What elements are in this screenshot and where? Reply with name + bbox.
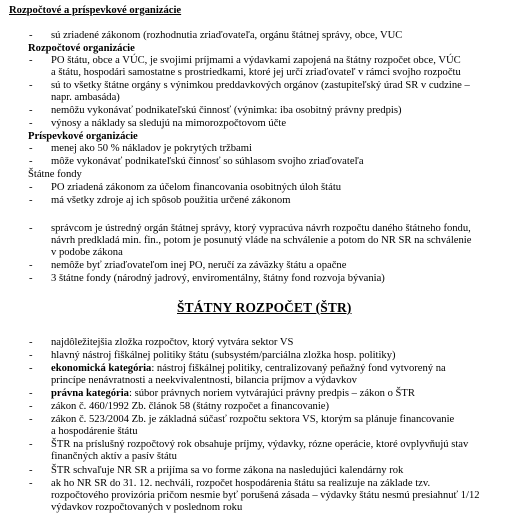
- bullet-dash: -: [29, 388, 33, 399]
- bullet-dash: -: [29, 478, 33, 489]
- bullet-dash: -: [29, 401, 33, 412]
- term-ekonomicka: ekonomická kategória: [51, 363, 152, 374]
- list-item-line: sú to všetky štátne orgány s výnimkou preddavkových orgánov (zastupiteľský úrad SR v cudzine –: [51, 80, 470, 91]
- bullet-dash: -: [29, 182, 33, 193]
- bullet-dash: -: [29, 55, 33, 66]
- bullet-dash: -: [29, 195, 33, 206]
- list-item-line: finančných aktív a pasív štátu: [51, 451, 177, 462]
- list-item-line: nemôžu vykonávať podnikateľskú činnosť (výnimka: iba osobitný právny predpis): [51, 105, 402, 116]
- bullet-dash: -: [29, 223, 33, 234]
- list-item-line: ŠTR schvaľuje NR SR a prijíma sa vo forme zákona na nasledujúci kalendárny rok: [51, 465, 404, 476]
- list-item-line: najdôležitejšia zložka rozpočtov, ktorý vytvára sektor VS: [51, 337, 294, 348]
- list-item-line: PO štátu, obce a VÚC, je svojimi príjmami a výdavkami zapojená na štátny rozpočet obce, VÚC: [51, 55, 461, 66]
- subheading-statne-fondy: Štátne fondy: [28, 169, 82, 180]
- list-item-line: PO zriadená zákonom za účelom financovania osobitných úloh štátu: [51, 182, 342, 193]
- list-item-line: menej ako 50 % nákladov je pokrytých tržbami: [51, 143, 252, 154]
- list-item-line: nemôže byť zriaďovateľom inej PO, neručí za záväzky štátu a opačne: [51, 260, 347, 271]
- bullet-dash: -: [29, 105, 33, 116]
- list-item-line: princípe nenávratnosti a neekvivalentnosti, bilancia príjmov a výdavkov: [51, 375, 357, 386]
- bullet-dash: -: [29, 337, 33, 348]
- bullet-dash: -: [29, 439, 33, 450]
- list-item-line: napr. ambasáda): [51, 92, 120, 103]
- bullet-dash: -: [29, 30, 33, 41]
- subheading-rozpoctove: Rozpočtové organizácie: [28, 43, 135, 54]
- bullet-dash: -: [29, 363, 33, 374]
- list-item-line: [51, 388, 415, 400]
- list-item-line: v podobe zákona: [51, 247, 123, 258]
- intro-text: sú zriadené zákonom (rozhodnutia zriaďovateľa, orgánu štátnej správy, obce, VUC: [51, 30, 403, 41]
- list-item-line: zákon č. 523/2004 Zb. je základná súčasť rozpočtu sektora VS, ktorým sa plánuje financovanie: [51, 414, 455, 425]
- list-item-line: a hospodárenie štátu: [51, 426, 138, 437]
- bullet-dash: -: [29, 414, 33, 425]
- list-item-line: hlavný nástroj fiškálnej politiky štátu (subsystém/parciálna zložka hosp. politiky): [51, 350, 396, 361]
- bullet-dash: -: [29, 143, 33, 154]
- list-item-line: má všetky zdroje aj ich spôsob použitia určené zákonom: [51, 195, 291, 206]
- bullet-dash: -: [29, 350, 33, 361]
- list-item-line: návrh predkladá min. fin., potom je posunutý vláde na schválenie a potom do NR SR na schválenie: [51, 235, 472, 246]
- bullet-dash: -: [29, 156, 33, 167]
- str-heading: ŠTÁTNY ROZPOČET (ŠTR): [177, 300, 352, 315]
- term-pravna: právna kategória: [51, 388, 129, 399]
- list-item-line: zákon č. 460/1992 Zb. článok 58 (štátny rozpočet a financovanie): [51, 401, 329, 412]
- subheading-prispevkove: Príspevkové organizácie: [28, 131, 138, 142]
- list-item-line: výdavkov rozpočtovaných v poslednom roku: [51, 502, 243, 513]
- bullet-dash: -: [29, 80, 33, 91]
- list-item-line: rozpočtového provizória pričom nesmie byť porušená zásada – výdavky štátu nesmú presiahnuť 1/12: [51, 490, 480, 501]
- list-item-line: a štátu, hospodári samostatne s prostriedkami, ktoré jej určí zriaďovateľ v rámci svojho rozpočtu: [51, 67, 461, 78]
- list-item-line: správcom je ústredný orgán štátnej správy, ktorý vypracúva návrh rozpočtu daného štátneho fondu,: [51, 223, 471, 234]
- bullet-dash: -: [29, 465, 33, 476]
- list-item-line: môže vykonávať podnikateľskú činnosť so súhlasom svojho zriaďovateľa: [51, 156, 364, 167]
- bullet-dash: -: [29, 273, 33, 284]
- list-item-line: ŠTR na príslušný rozpočtový rok obsahuje príjmy, výdavky, rózne operácie, ktoré ovplyvňujú stav: [51, 439, 469, 450]
- list-item-line: [51, 363, 446, 375]
- list-item-line: 3 štátne fondy (národný jadrový, enviromentálny, štátny fond rozvoja bývania): [51, 273, 385, 284]
- bullet-dash: -: [29, 118, 33, 129]
- term-definition: : súbor právnych noriem vytvárajúci právny predpis – zákon o ŠTR: [128, 388, 415, 399]
- list-item-line: výnosy a náklady sa sledujú na mimorozpočtovom účte: [51, 118, 287, 129]
- list-item-line: ak ho NR SR do 31. 12. nechváli, rozpočet hospodárenia štátu sa realizuje na základe tzv.: [51, 478, 431, 489]
- section-heading: Rozpočtové a príspevkové organizácie: [9, 5, 182, 16]
- bullet-dash: -: [29, 260, 33, 271]
- term-definition: : nástroj fiškálnej politiky, centralizovaný peňažný fond vytvorený na: [151, 363, 446, 374]
